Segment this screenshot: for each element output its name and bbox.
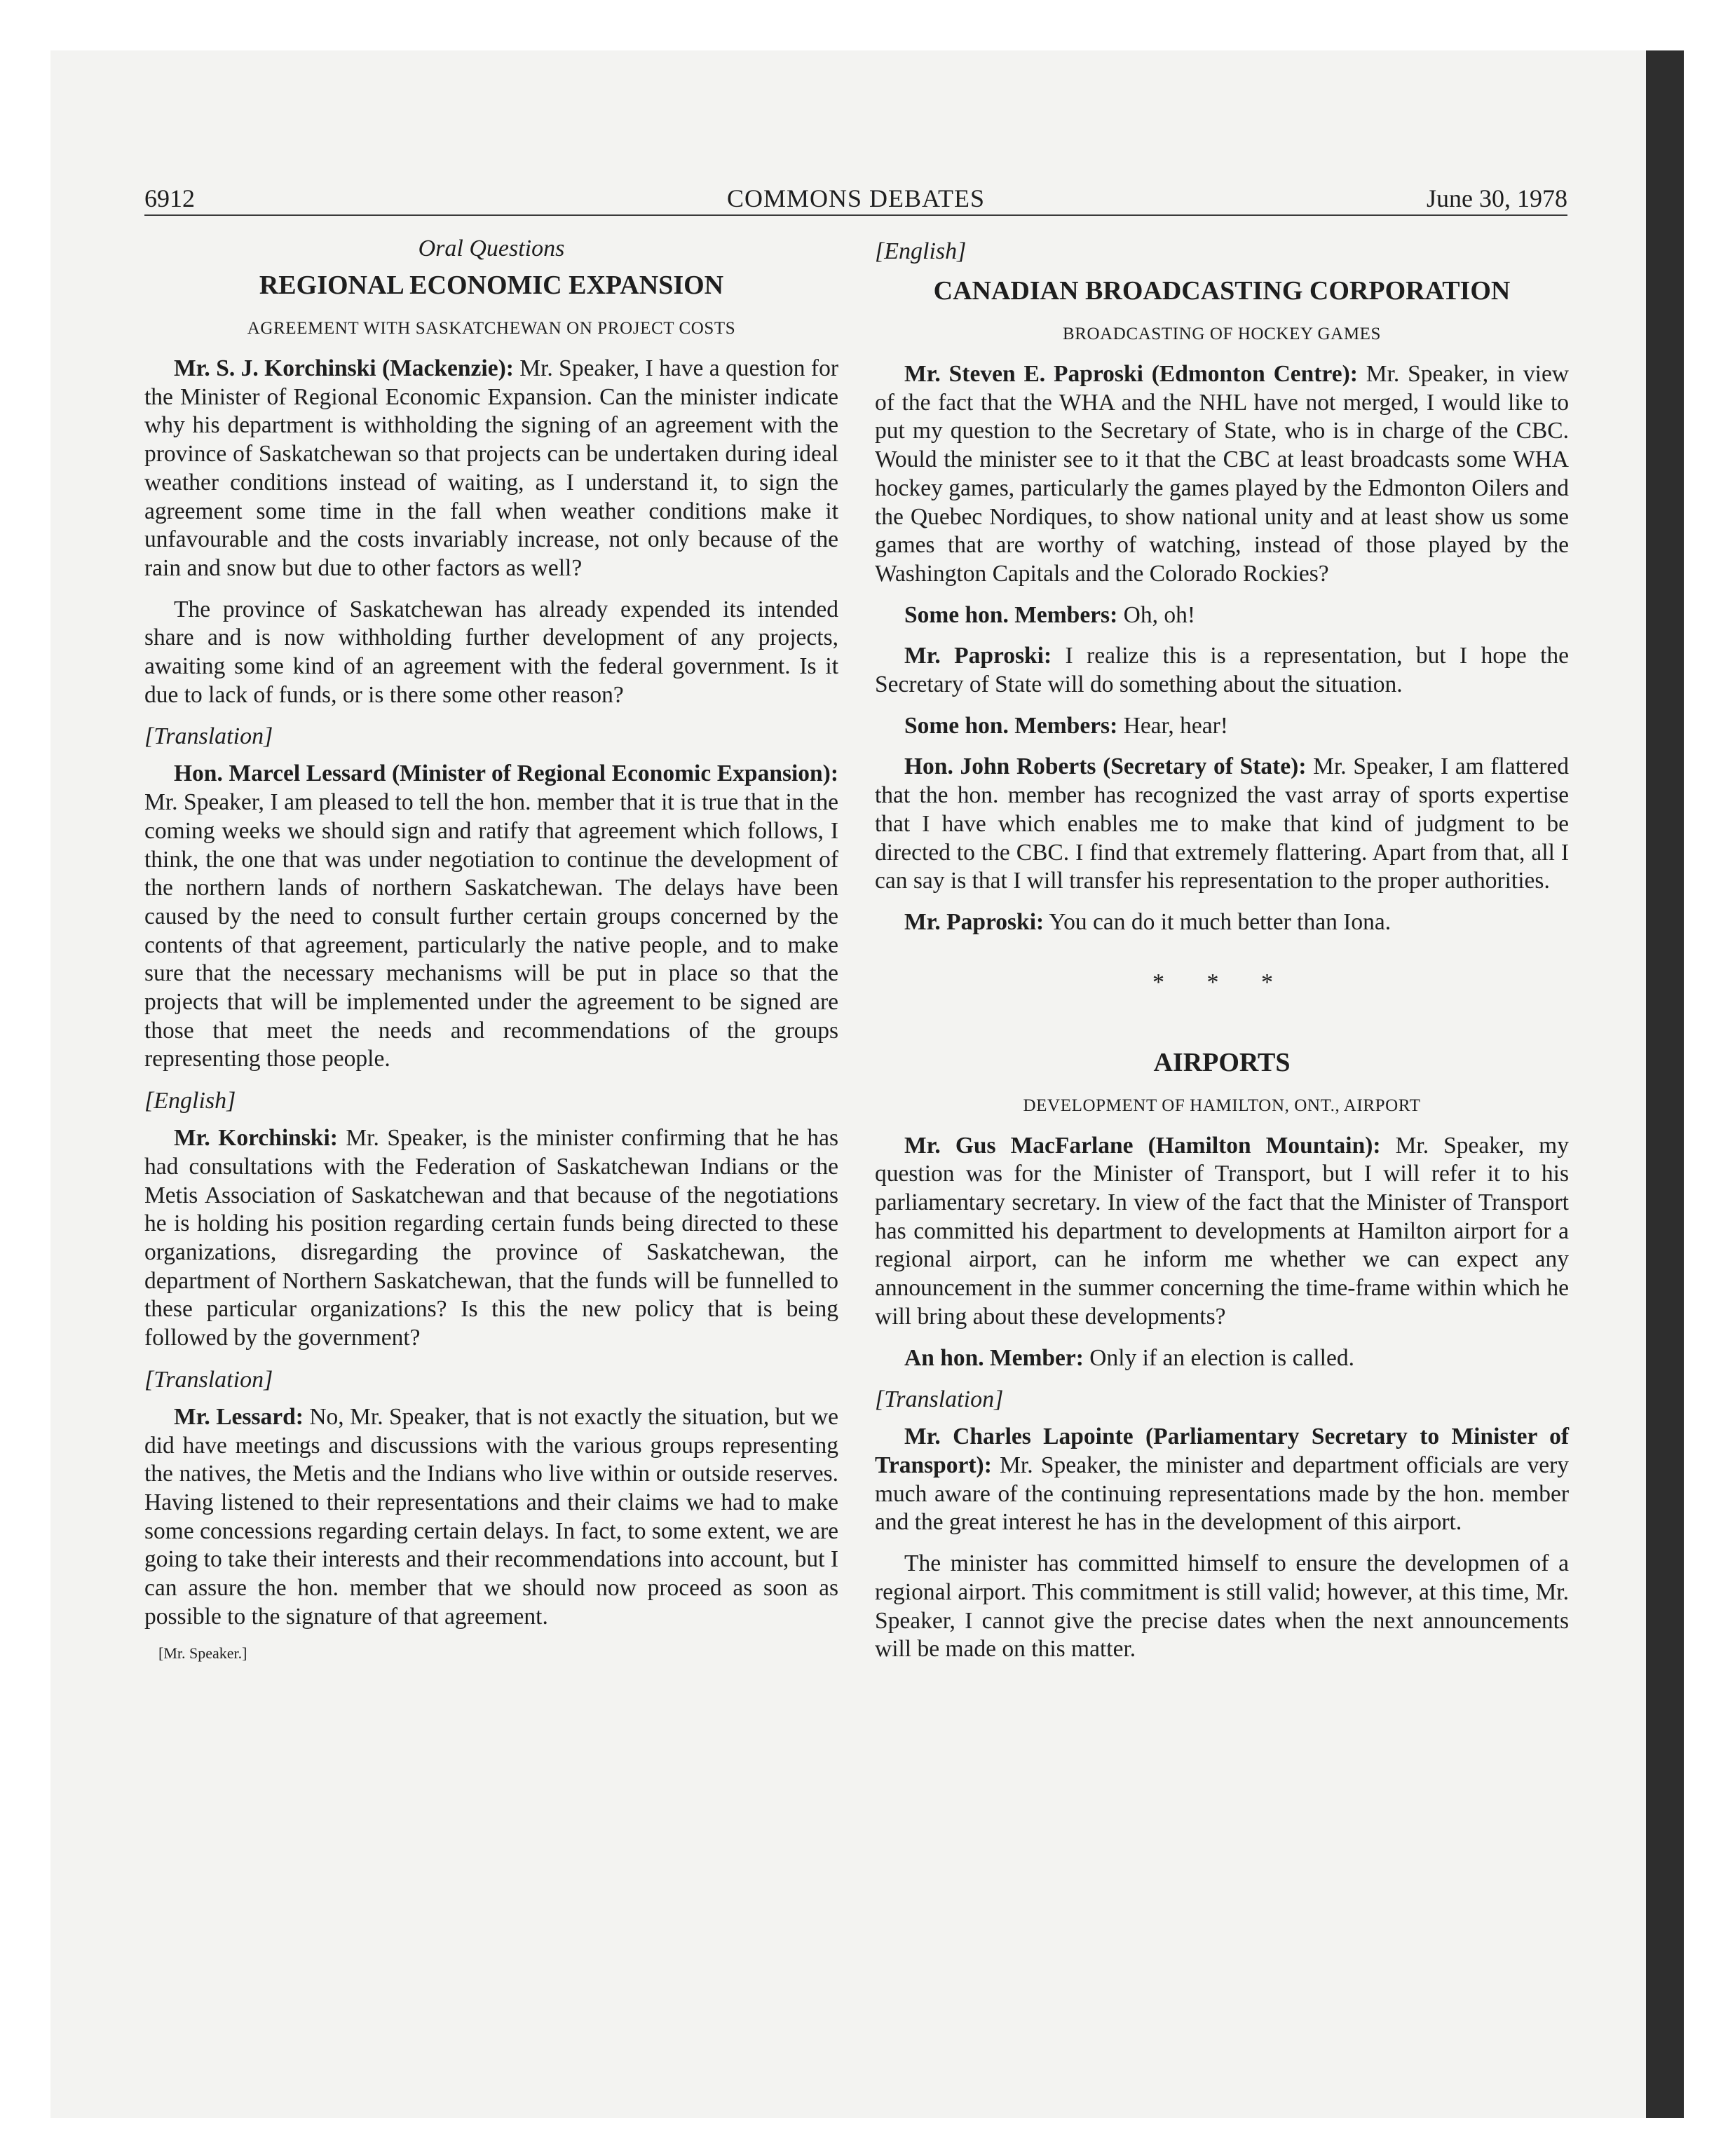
speech-paragraph: [875, 1344, 1569, 1373]
speech-text: Mr. Speaker, I have a question for the Minister of Regional Economic Expansion. Can the minister indicate why his department is withholding the signing of an agreement with the province of Saskatchewan so that projects can be undertaken during ideal weather conditions instead of waiting, as I understand it, to sign the agreement some time in the fall when weather conditions make it unfavourable and the costs invariably increase, not only because of the rain and snow but due to other factors as well?: [144, 355, 838, 581]
speech-text: Mr. Speaker, the minister and department officials are very much aware of the continuing representations made by the hon. member and the great interest he has in the development of this airport.: [875, 1452, 1569, 1536]
speech-paragraph: [875, 601, 1569, 630]
speech-paragraph: [875, 1550, 1569, 1664]
speaker-name: Mr. Paproski:: [904, 643, 1052, 669]
speech-paragraph: [144, 596, 838, 710]
speech-paragraph: [875, 1423, 1569, 1537]
speech-paragraph: [875, 908, 1569, 937]
speech-text: You can do it much better than Iona.: [1044, 908, 1392, 935]
language-marker: [Translation]: [875, 1386, 1004, 1413]
section-subheading: BROADCASTING OF HOCKEY GAMES: [1062, 325, 1382, 343]
speech-text: Mr. Speaker, I am flattered that the hon. member has recognized the vast array of sports expertise that I have which enables me to make that kind of judgment to be directed to the CBC. I find that extremely flattering. Apart from that, all I can say is that I will transfer his representation to the proper authorities.: [875, 753, 1569, 894]
speech-text: Mr. Speaker, my question was for the Minister of Transport, but I will refer it to his parliamentary secretary. In view of the fact that the Minister of Transport has committed his department to developments at Hamilton airport for a regional airport, can he inform me whether we can expect any announcement in the summer concerning the time-frame within which he will bring about these developments?: [875, 1132, 1569, 1330]
speaker-name: Mr. Steven E. Paproski (Edmonton Centre):: [904, 361, 1358, 387]
speaker-name: Mr. Paproski:: [904, 908, 1045, 935]
speech-paragraph: [144, 760, 838, 1074]
speech-text: Mr. Speaker, is the minister confirming that he has had consultations with the Federation of Saskatchewan Indians or the Metis Association of Saskatchewan and that because of the negotiations he is holding his position regarding certain funds being directed to these organizations, disregarding the province of Saskatchewan, the department of Northern Saskatchewan, that the funds will be funnelled to these particular organizations? Is this the new policy that is being followed by the government?: [144, 1125, 838, 1351]
speaker-name: Mr. Gus MacFarlane (Hamilton Mountain):: [904, 1132, 1381, 1159]
speech-text: The minister has committed himself to ensure the developmen of a regional airport. This commitment is still valid; however, at this time, Mr. Speaker, I cannot give the precise dates when the next announcements will be made on this matter.: [875, 1550, 1569, 1663]
speech-text: Mr. Speaker, in view of the fact that the WHA and the NHL have not merged, I would like to put my question to the Secretary of State, who is in charge of the CBC. Would the minister see to it that the CBC at least broadcasts some WHA hockey games, particularly the games played by the Edmonton Oilers and the Quebec Nordiques, to show national unity and at least show us some games that are worthy of watching, instead of those played by the Washington Capitals and the Colorado Rockies?: [875, 361, 1569, 587]
section-heading: CANADIAN BROADCASTING CORPORATION: [933, 276, 1511, 306]
language-marker: [Translation]: [144, 723, 273, 750]
section-kicker: Oral Questions: [418, 236, 565, 261]
speech-text: Only if an election is called.: [1083, 1344, 1354, 1371]
speech-paragraph: [144, 355, 838, 583]
right-column: [875, 234, 1569, 1677]
speech-text: Hear, hear!: [1117, 712, 1228, 739]
speaker-footnote: [Mr. Speaker.]: [158, 1644, 247, 1663]
speech-text: The province of Saskatchewan has already expended its intended share and is now withholding further development of any projects, awaiting some kind of an agreement with the federal government. Is it due to lack of funds, or is there some other reason?: [144, 596, 838, 708]
language-marker: [Translation]: [144, 1366, 273, 1393]
speaker-name: Mr. Korchinski:: [174, 1125, 338, 1152]
speech-paragraph: [875, 712, 1569, 741]
scan-edge-bar: [1646, 50, 1684, 2118]
speaker-name: Mr. Charles Lapointe (Parliamentary Secretary to Minister of Transport):: [875, 1424, 1569, 1478]
speech-paragraph: [875, 360, 1569, 589]
speech-paragraph: [875, 642, 1569, 699]
document-page: [50, 50, 1684, 2118]
language-marker: [English]: [875, 238, 967, 264]
publication-title: COMMONS DEBATES: [726, 184, 986, 212]
speaker-name: Hon. John Roberts (Secretary of State):: [904, 753, 1307, 780]
section-separator: * * *: [1152, 969, 1291, 995]
section-heading: REGIONAL ECONOMIC EXPANSION: [259, 271, 724, 300]
page-header: [144, 182, 1567, 216]
speech-paragraph: [144, 1403, 838, 1632]
section-subheading: AGREEMENT WITH SASKATCHEWAN ON PROJECT COSTS: [247, 319, 736, 338]
speaker-name: Mr. S. J. Korchinski (Mackenzie):: [174, 355, 514, 381]
speech-text: No, Mr. Speaker, that is not exactly the situation, but we did have meetings and discussions with the various groups representing the natives, the Metis and the Indians who live within or outside reserves. Having listened to their representations and their claims we had to make some concessions regarding certain delays. In fact, to some extent, we are going to take their interests and their recommendations into account, but I can assure the hon. member that we should now proceed as soon as possible to the signature of that agreement.: [144, 1403, 838, 1630]
speech-paragraph: [875, 1132, 1569, 1332]
speech-text: Mr. Speaker, I am pleased to tell the hon. member that it is true that in the coming weeks we should sign and ratify that agreement which follows, I think, the one that was under negotiation to continue the development of the northern lands of northern Saskatchewan. The delays have been caused by the need to consult further certain groups concerned by the contents of that agreement, particularly the native people, and to make sure that the necessary mechanisms will be put in place so that the projects that will be implemented under the agreement to be signed are those that meet the needs and recommendations of the groups representing those people.: [144, 789, 838, 1072]
speaker-name: Some hon. Members:: [904, 712, 1118, 739]
speech-paragraph: [875, 753, 1569, 896]
speaker-name: Hon. Marcel Lessard (Minister of Regional Economic Expansion):: [174, 760, 838, 787]
page-number: 6912: [144, 184, 195, 212]
left-column: [144, 234, 838, 1663]
issue-date: June 30, 1978: [1427, 184, 1567, 212]
speech-text: Oh, oh!: [1117, 601, 1195, 628]
speech-text: I realize this is a representation, but I hope the Secretary of State will do something about the situation.: [875, 643, 1569, 698]
speaker-name: Mr. Lessard:: [174, 1403, 304, 1430]
speech-paragraph: [144, 1124, 838, 1353]
speaker-name: Some hon. Members:: [904, 601, 1118, 628]
language-marker: [English]: [144, 1088, 236, 1114]
section-heading: AIRPORTS: [1153, 1047, 1291, 1077]
speaker-name: An hon. Member:: [904, 1344, 1084, 1371]
section-subheading: DEVELOPMENT OF HAMILTON, ONT., AIRPORT: [1023, 1096, 1421, 1115]
